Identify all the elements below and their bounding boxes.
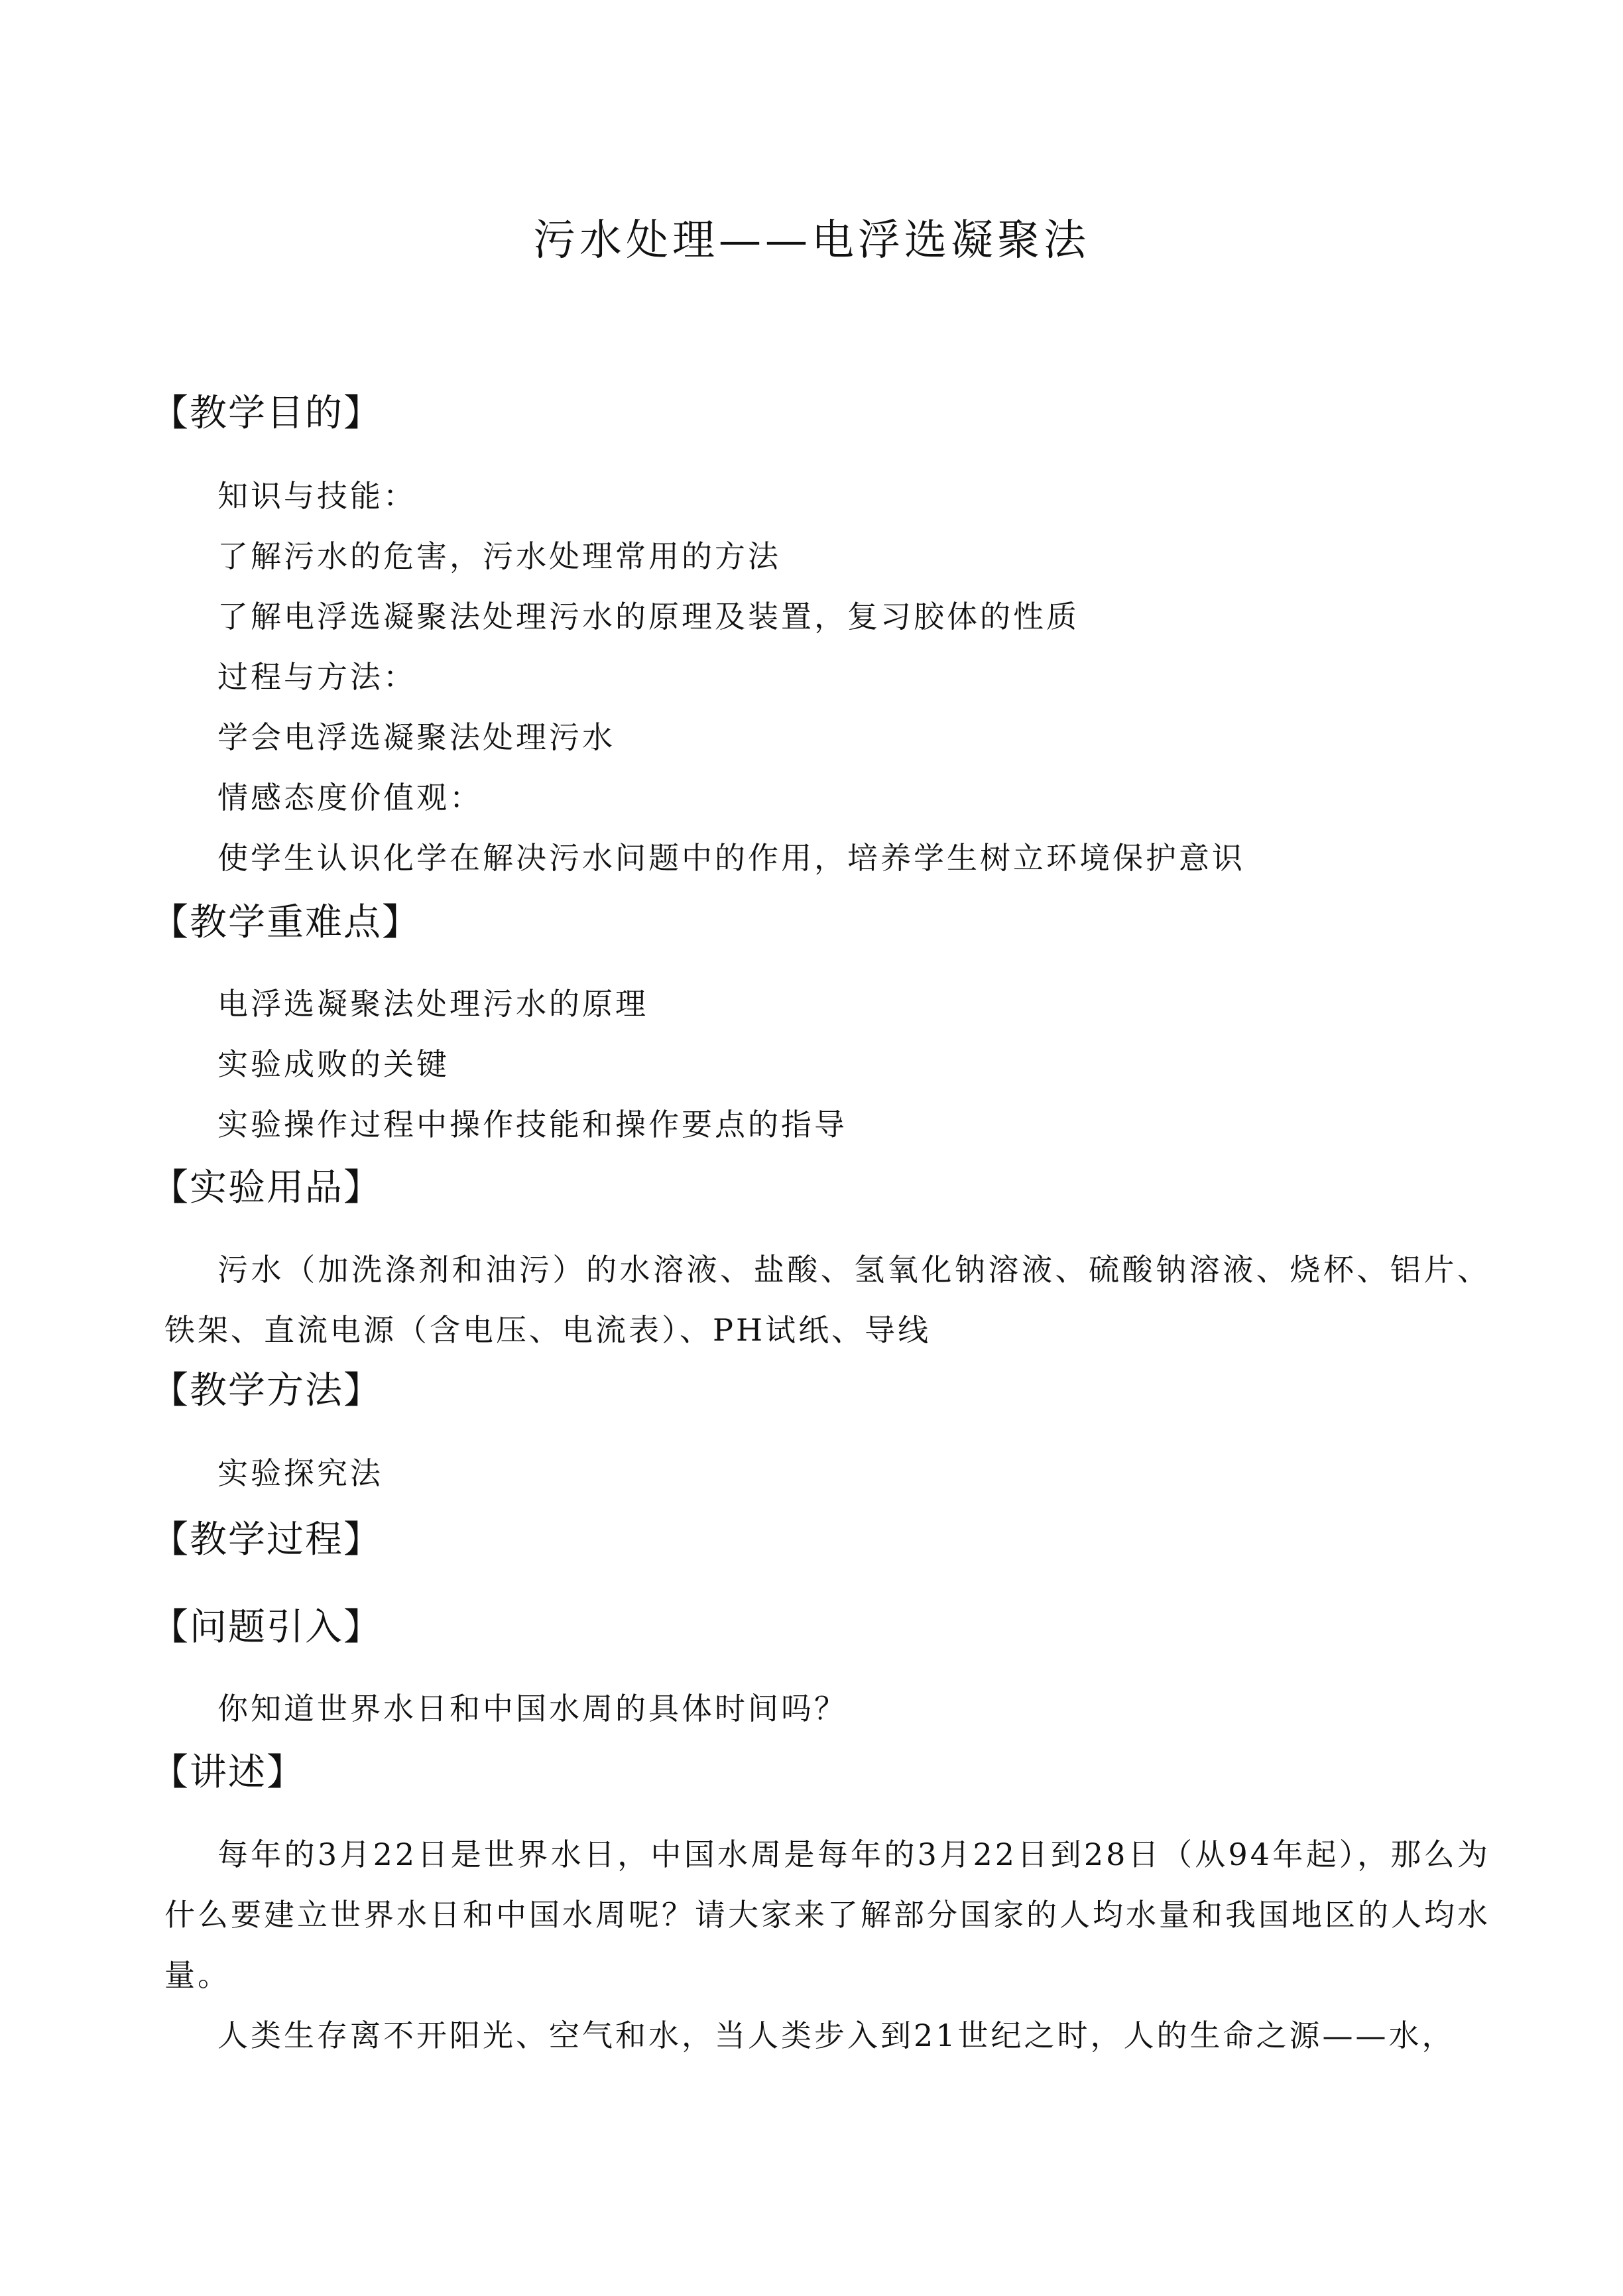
objectives-line: 知识与技能： [217, 478, 416, 514]
heading-question: 【问题引入】 [151, 1606, 382, 1649]
objectives-line: 使学生认识化学在解决污水问题中的作用，培养学生树立环境保护意识 [217, 840, 1245, 876]
page-title: 污水处理——电浮选凝聚法 [533, 216, 1090, 265]
objectives-line: 情感态度价值观： [217, 780, 483, 816]
objectives-line: 过程与方法： [217, 659, 416, 695]
heading-objectives: 【教学目的】 [151, 392, 382, 435]
heading-narration: 【讲述】 [151, 1751, 305, 1794]
heading-process: 【教学过程】 [151, 1518, 382, 1561]
heading-methods: 【教学方法】 [151, 1369, 382, 1412]
heading-key-points: 【教学重难点】 [151, 901, 420, 944]
narration-paragraph: 每年的3月22日是世界水日，中国水周是每年的3月22日到28日（从94年起），那么为什么要建立世界水日和中国水周呢？请大家来了解部分国家的人均水量和我国地区的人均水量。 [164, 1837, 1490, 1993]
key-point-line: 实验成败的关键 [217, 1046, 450, 1082]
question-line: 你知道世界水日和中国水周的具体时间吗？ [217, 1691, 847, 1726]
objectives-line: 学会电浮选凝聚法处理污水 [217, 719, 615, 755]
heading-materials: 【实验用品】 [151, 1166, 382, 1209]
objectives-line: 了解污水的危害，污水处理常用的方法 [217, 538, 781, 574]
materials-paragraph: 污水（加洗涤剂和油污）的水溶液、盐酸、氢氧化钠溶液、硫酸钠溶液、烧杯、铝片、铁架、直流电源（含电压、电流表）、PH试纸、导线 [164, 1252, 1490, 1348]
narration-paragraph: 人类生存离不开阳光、空气和水，当人类步入到21世纪之时，人的生命之源——水， [217, 2018, 1455, 2053]
key-point-line: 电浮选凝聚法处理污水的原理 [217, 986, 648, 1022]
methods-line: 实验探究法 [217, 1455, 383, 1491]
objectives-line: 了解电浮选凝聚法处理污水的原理及装置，复习胶体的性质 [217, 599, 1079, 634]
key-point-line: 实验操作过程中操作技能和操作要点的指导 [217, 1107, 847, 1142]
